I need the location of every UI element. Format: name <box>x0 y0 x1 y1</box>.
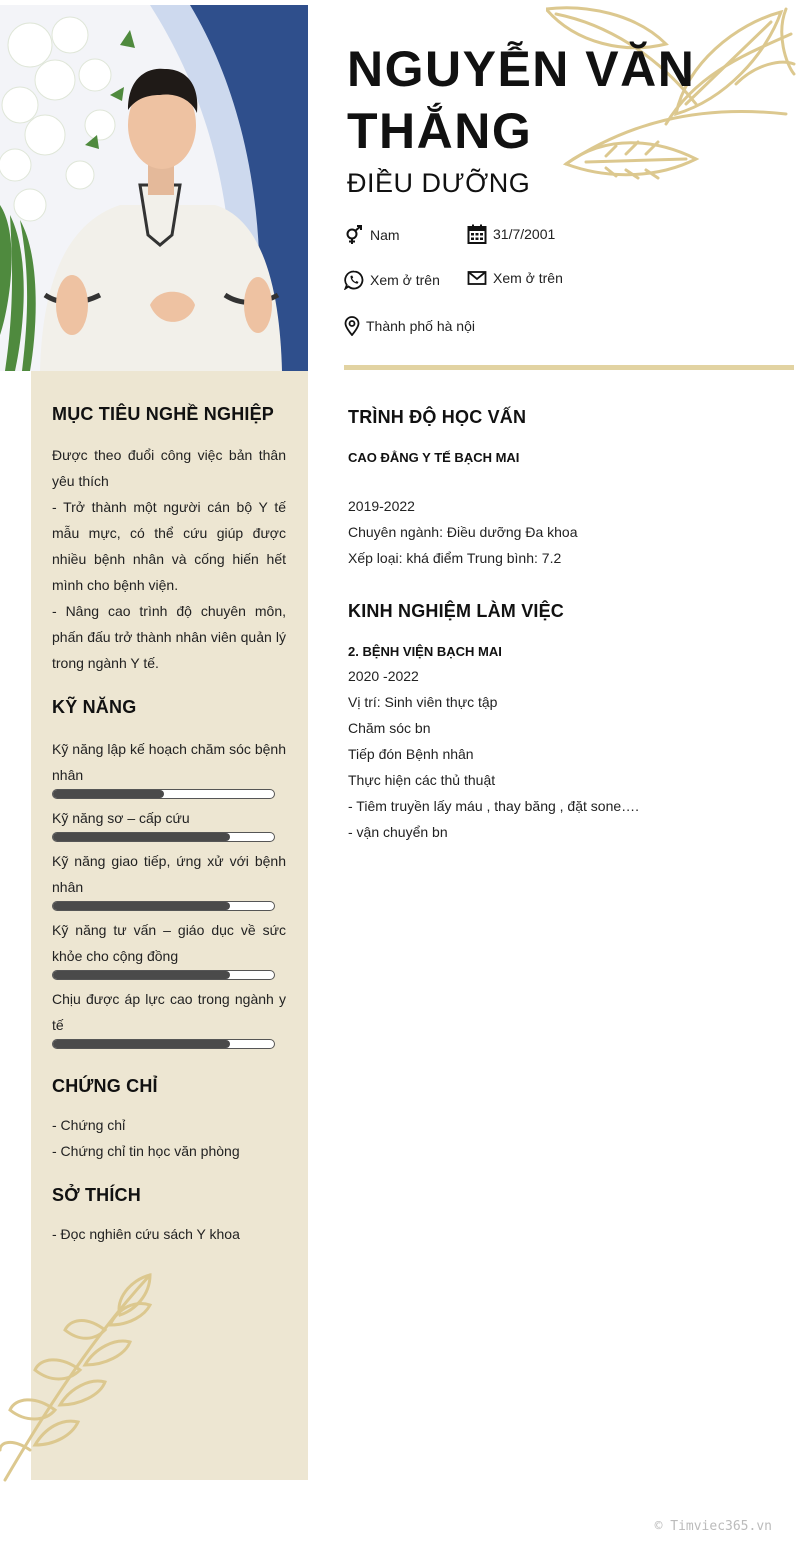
whatsapp-icon <box>344 270 364 290</box>
skill-name: Kỹ năng sơ – cấp cứu <box>52 810 190 826</box>
birthday-text: 31/7/2001 <box>493 226 556 242</box>
candidate-name: NGUYỄN VĂN THẮNG <box>347 41 696 159</box>
skill-bar-fill <box>53 902 230 910</box>
location-pin-icon <box>344 316 360 336</box>
skill-name: Kỹ năng tư vấn – giáo dục về sức khỏe cho cộng đồng <box>52 922 286 964</box>
objective-section <box>52 404 286 425</box>
certificates-title: CHỨNG CHỈ <box>52 1076 158 1096</box>
gender-text: Nam <box>370 227 400 243</box>
objective-text <box>52 442 286 676</box>
hobbies-list <box>52 1221 286 1247</box>
phone-row <box>344 270 440 290</box>
experience-line: Chăm sóc bn <box>348 720 431 736</box>
skill-bar-fill <box>53 1040 230 1048</box>
skill-bar <box>52 901 275 911</box>
skill-item <box>52 805 286 842</box>
phone-text: Xem ở trên <box>370 272 440 288</box>
skill-bar <box>52 1039 275 1049</box>
skill-bar-fill <box>53 833 230 841</box>
experience-company: 2. BỆNH VIỆN BẠCH MAI <box>348 644 502 659</box>
skill-item <box>52 917 286 980</box>
experience-line: Tiếp đón Bệnh nhân <box>348 746 474 762</box>
skill-bar-fill <box>53 790 164 798</box>
experience-section <box>348 601 768 622</box>
education-major: Chuyên ngành: Điều dưỡng Đa khoa <box>348 524 578 540</box>
gender-row <box>344 225 400 245</box>
objective-line: - Nâng cao trình độ chuyên môn, phấn đấu trở thành nhân viên quản lý trong ngành Y tế. <box>52 603 286 671</box>
certificates-section <box>52 1076 286 1097</box>
experience-line: Thực hiện các thủ thuật <box>348 772 496 788</box>
education-section <box>348 407 768 428</box>
mail-icon <box>467 268 487 288</box>
education-title: TRÌNH ĐỘ HỌC VẤN <box>348 407 527 427</box>
leaf-decoration-bottom <box>0 1270 160 1485</box>
education-school: CAO ĐẲNG Y TẾ BẠCH MAI <box>348 450 520 465</box>
address-text: Thành phố hà nội <box>366 318 475 334</box>
skill-item <box>52 986 286 1049</box>
certificates-list <box>52 1112 286 1164</box>
objective-title: MỤC TIÊU NGHỀ NGHIỆP <box>52 404 275 424</box>
job-title: ĐIỀU DƯỠNG <box>347 168 531 198</box>
hobbies-title: SỞ THÍCH <box>52 1185 141 1205</box>
birthday-row <box>467 224 555 244</box>
email-row <box>467 268 563 288</box>
skill-item <box>52 736 286 799</box>
footer-watermark: © Timviec365.vn <box>654 1519 772 1534</box>
hobby-item: - Đọc nghiên cứu sách Y khoa <box>52 1226 240 1242</box>
certificate-item: - Chứng chỉ <box>52 1117 126 1133</box>
experience-line: - Tiêm truyền lấy máu , thay băng , đặt sone…. <box>348 798 640 814</box>
experience-details <box>348 663 768 845</box>
skill-item <box>52 848 286 911</box>
skill-name: Kỹ năng lập kế hoạch chăm sóc bệnh nhân <box>52 741 286 783</box>
address-row <box>344 316 475 336</box>
skill-bar <box>52 832 275 842</box>
calendar-icon <box>467 224 487 244</box>
education-details <box>348 493 768 571</box>
header-divider <box>344 365 794 370</box>
skills-list <box>52 736 286 1049</box>
objective-line: - Trở thành một người cán bộ Y tế mẫu mực, có thể cứu giúp được nhiều bệnh nhân và cống hiến hết mình cho bệnh viện. <box>52 499 286 593</box>
objective-line: Được theo đuổi công việc bản thân yêu thích <box>52 447 286 489</box>
experience-line: - vận chuyển bn <box>348 824 448 840</box>
profile-photo <box>0 5 308 371</box>
experience-title: KINH NGHIỆM LÀM VIỆC <box>348 601 565 621</box>
skill-name: Kỹ năng giao tiếp, ứng xử với bệnh nhân <box>52 853 286 895</box>
skills-title: KỸ NĂNG <box>52 697 137 717</box>
skill-bar-fill <box>53 971 230 979</box>
skill-bar <box>52 970 275 980</box>
certificate-item: - Chứng chỉ tin học văn phòng <box>52 1143 240 1159</box>
email-text: Xem ở trên <box>493 270 563 286</box>
skill-bar <box>52 789 275 799</box>
gender-icon <box>344 225 364 245</box>
education-period: 2019-2022 <box>348 498 415 514</box>
skill-name: Chịu được áp lực cao trong ngành y tế <box>52 991 286 1033</box>
experience-line: Vị trí: Sinh viên thực tập <box>348 694 498 710</box>
education-grade: Xếp loại: khá điểm Trung bình: 7.2 <box>348 550 562 566</box>
hobbies-section <box>52 1185 286 1206</box>
experience-period: 2020 -2022 <box>348 668 419 684</box>
skills-section <box>52 697 286 718</box>
